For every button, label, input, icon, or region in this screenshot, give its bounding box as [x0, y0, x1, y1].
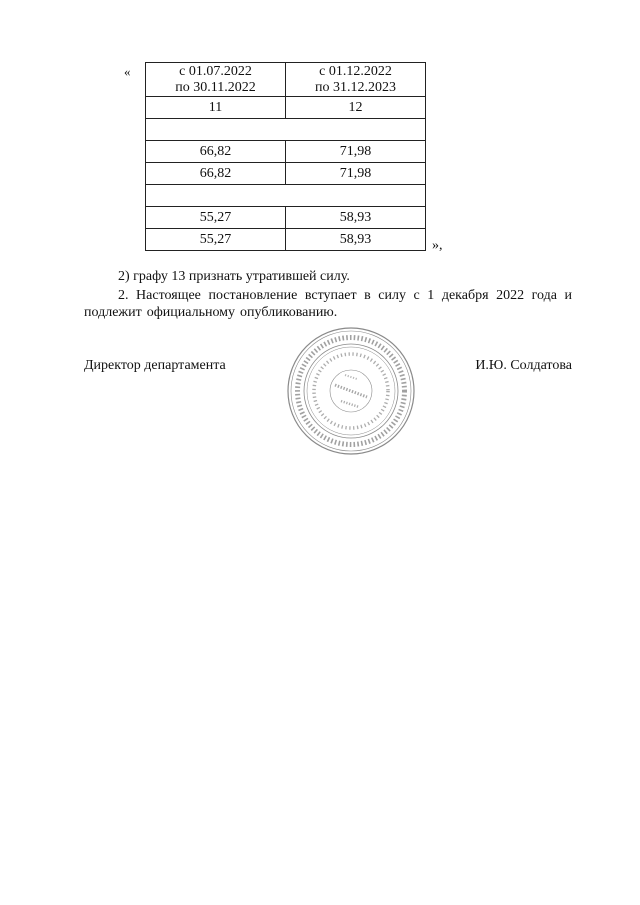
table-row — [146, 141, 426, 163]
header-period-start: с 01.12.2022 — [319, 63, 392, 79]
paragraph-graph-13: 2) графу 13 признать утратившей силу. — [118, 269, 350, 284]
signature-name: И.Ю. Солдатова — [475, 358, 572, 373]
table-row — [146, 207, 426, 229]
paragraph-effective-date: 2. Настоящее постановление вступает в силу с 1 декабря 2022 года и подлежит официальному опубликованию. — [84, 288, 572, 320]
column-number-cell: 11 — [146, 97, 286, 119]
table-header-row — [146, 63, 426, 97]
signature-role: Директор департамента — [84, 358, 226, 373]
header-period-end: по 30.11.2022 — [175, 79, 256, 95]
table-cell: 58,93 — [286, 207, 426, 229]
table-cell: 58,93 — [286, 229, 426, 251]
opening-quote: « — [124, 64, 131, 79]
blank-cell — [146, 119, 426, 141]
table-row-blank — [146, 119, 426, 141]
table-cell: 71,98 — [286, 141, 426, 163]
rates-table — [145, 62, 426, 251]
table-header-cell — [146, 63, 286, 97]
official-seal-icon — [285, 325, 417, 457]
table-cell: 55,27 — [146, 229, 286, 251]
closing-quote: », — [432, 238, 443, 253]
table-cell: 55,27 — [146, 207, 286, 229]
table-row — [146, 229, 426, 251]
table-cell: 66,82 — [146, 163, 286, 185]
table-header-cell — [286, 63, 426, 97]
table-cell: 71,98 — [286, 163, 426, 185]
header-period-start: с 01.07.2022 — [179, 63, 252, 79]
table-row-blank — [146, 185, 426, 207]
table-cell: 66,82 — [146, 141, 286, 163]
blank-cell — [146, 185, 426, 207]
table-row — [146, 163, 426, 185]
column-number-cell: 12 — [286, 97, 426, 119]
column-number-row — [146, 97, 426, 119]
header-period-end: по 31.12.2023 — [315, 79, 396, 95]
